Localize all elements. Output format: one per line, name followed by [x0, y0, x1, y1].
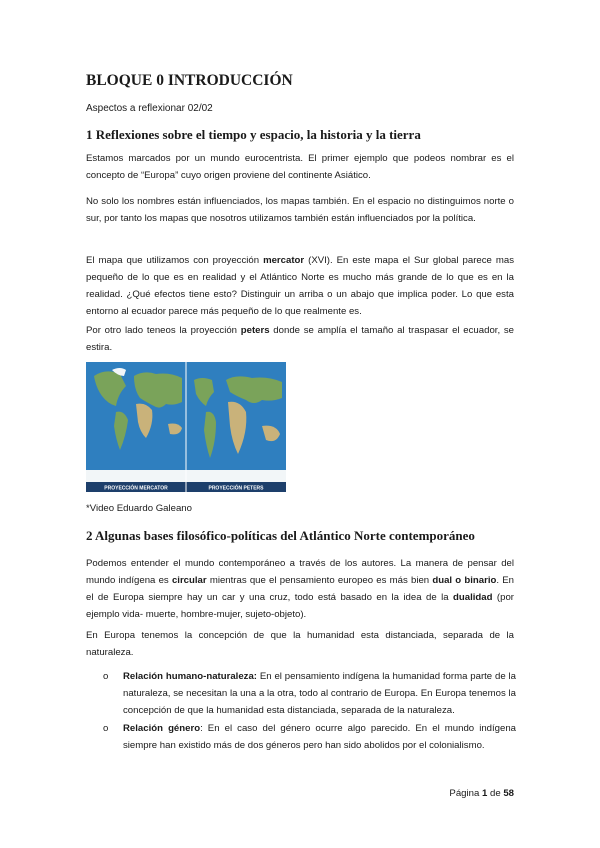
peters-map [186, 362, 286, 492]
section-2-paragraph-1: Podemos entender el mundo contemporáneo a través de los autores. La manera de pensar del mundo indígena es circular mientras que el pensamiento europeo es más bien dual o binario. En el de Europa siempre hay un car y una cruz, todo está basado en la idea de la dualidad (por ejemplo vida- muerte, hombre-mujer, sujeto-objeto). [86, 558, 514, 620]
document-title: BLOQUE 0 INTRODUCCIÓN [86, 72, 293, 89]
current-page-number: 1 [481, 788, 488, 799]
bullet-list [86, 668, 516, 755]
section-1-paragraph-2: No solo los nombres están influenciados, los mapas también. En el espacio no distinguimos norte o sur, por tanto los mapas que nosotros utilizamos también están influenciados por la política. [86, 196, 514, 224]
map-caption: *Video Eduardo Galeano [86, 503, 192, 514]
bullet-marker: o [103, 671, 109, 682]
total-pages: 58 [503, 788, 514, 799]
bullet-marker: o [103, 723, 109, 734]
peters-label: PROYECCIÓN PETERS [208, 485, 264, 492]
term-dual-binario: dual o binario [432, 575, 497, 586]
section-1-paragraph-3: El mapa que utilizamos con proyección mercator (XVI). En este mapa el Sur global parece mas pequeño de lo que es en realidad y el Atlántico Norte es mucho más grande de lo que es en la realidad. ¿Qué efectos tiene esto? Distinguir un arriba o un abajo que implica poder. Lo que esta entorno al ecuador parece más pequeño de lo que realmente es. [86, 255, 514, 317]
term-dualidad: dualidad [453, 592, 493, 603]
mercator-map [86, 362, 186, 492]
list-item: o Relación género: En el caso del género ocurre algo parecido. En el mundo indígena siempre han existido más de dos géneros pero han sido abolidos por el colonialismo. [86, 720, 516, 754]
section-2-heading: 2 Algunas bases filosófico-políticas del Atlántico Norte contemporáneo [86, 528, 475, 543]
map-projections-image [86, 362, 286, 492]
section-2-paragraph-2: En Europa tenemos la concepción de que la humanidad esta distanciada, separada de la naturaleza. [86, 630, 514, 658]
term-peters: peters [240, 325, 270, 336]
section-1-paragraph-1: Estamos marcados por un mundo eurocentrista. El primer ejemplo que podeos nombrar es el concepto de “Europa” cuyo origen proviene del continente Asiático. [86, 153, 514, 181]
section-1-paragraph-4: Por otro lado teneos la proyección peters donde se amplía el tamaño al traspasar el ecuador, se estira. [86, 325, 514, 353]
page-footer: Página 1 de 58 [449, 788, 514, 799]
bullet-label: Relación género [123, 723, 201, 734]
term-mercator: mercator [263, 255, 305, 266]
document-subtitle: Aspectos a reflexionar 02/02 [86, 103, 213, 114]
mercator-label: PROYECCIÓN MERCATOR [104, 485, 168, 492]
bullet-label: Relación humano-naturaleza: [123, 671, 257, 682]
term-circular: circular [171, 575, 207, 586]
list-item: o Relación humano-naturaleza: En el pensamiento indígena la humanidad forma parte de la naturaleza, se necesitan la una a la otra, todo al contrario de Europa. En Europa tenemos la concepción de que la humanidad esta distanciada, separada de la naturaleza. [86, 668, 516, 719]
section-1-heading: 1 Reflexiones sobre el tiempo y espacio, la historia y la tierra [86, 127, 421, 142]
